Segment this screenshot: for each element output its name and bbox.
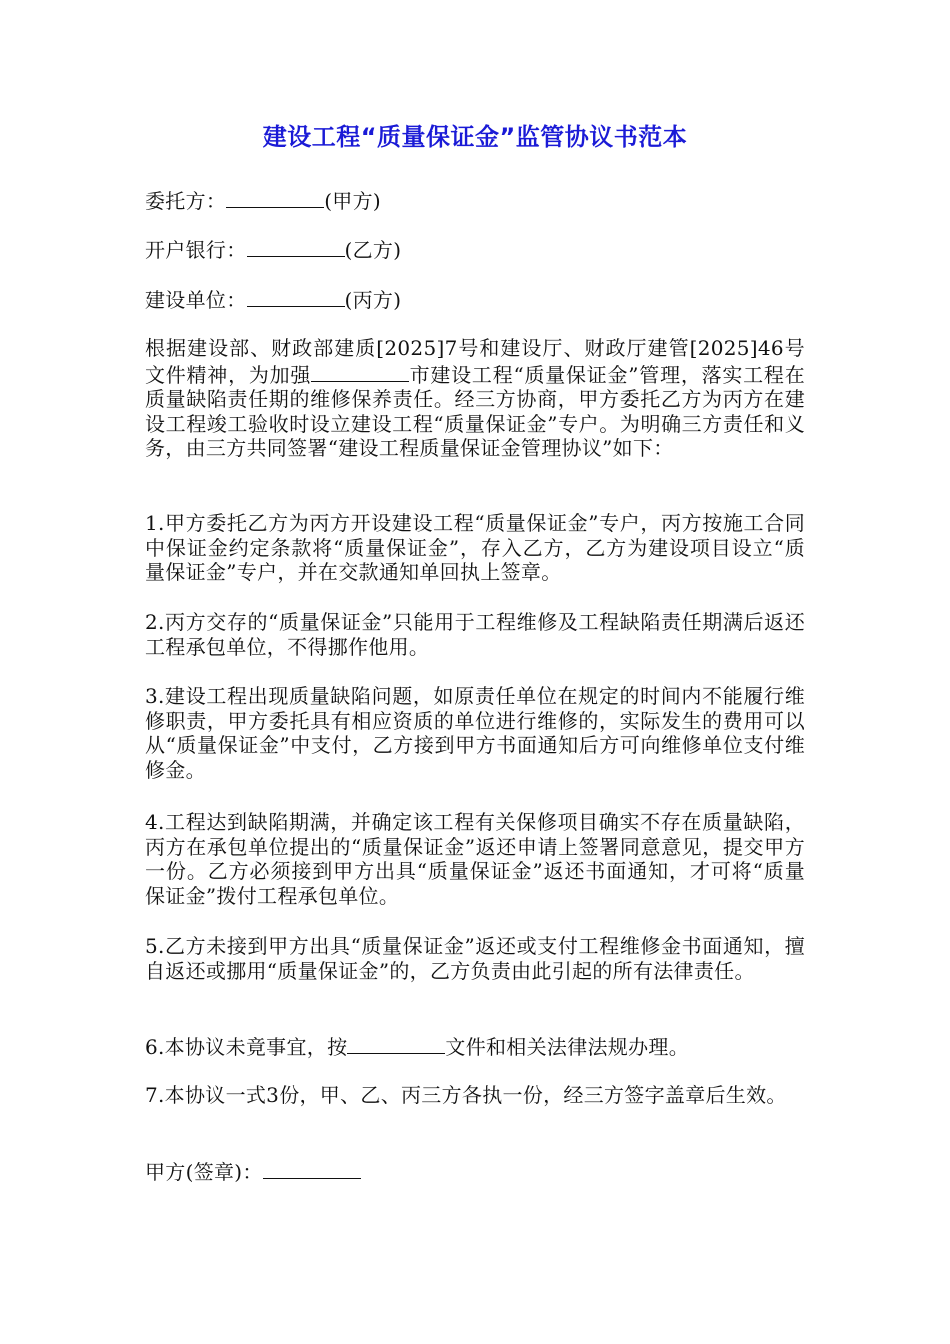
- signature-line: [145, 1158, 361, 1185]
- signature-label: 甲方(签章)：: [145, 1160, 263, 1184]
- clause-7: 7.本协议一式3份，甲、乙、丙三方各执一份，经三方签字盖章后生效。: [145, 1083, 787, 1107]
- party-a-suffix: (甲方): [324, 189, 382, 213]
- party-c-suffix: (丙方): [344, 288, 402, 312]
- party-b-suffix: (乙方): [344, 238, 402, 262]
- party-c-blank[interactable]: [247, 286, 345, 307]
- party-a-label: 委托方：: [145, 189, 227, 213]
- clause-6-prefix: 6.本协议未竟事宜，按: [145, 1035, 348, 1059]
- party-a-blank[interactable]: [226, 187, 324, 208]
- party-c-line: [145, 286, 401, 313]
- document-title: 建设工程“质量保证金”监管协议书范本: [262, 123, 688, 151]
- clause-5: 5.乙方未接到甲方出具“质量保证金”返还或支付工程维修金书面通知，擅自返还或挪用“质量保证金”的，乙方负责由此引起的所有法律责任。: [145, 934, 805, 983]
- intro-paragraph: [145, 336, 805, 461]
- intro-part-2: 市建设工程“质量保证金”管理，落实工程在质量缺陷责任期的维修保养责任。经三方协商，甲方委托乙方为丙方在建设工程竣工验收时设立建设工程“质量保证金”专户。为明确三方责任和义务，由三方共同签署“建设工程质量保证金管理协议”如下：: [145, 362, 805, 460]
- party-b-label: 开户银行：: [145, 238, 247, 262]
- signature-blank[interactable]: [263, 1158, 361, 1179]
- clause-6-suffix: 文件和相关法律法规办理。: [445, 1035, 689, 1059]
- clause-2: 2.丙方交存的“质量保证金”只能用于工程维修及工程缺陷责任期满后返还工程承包单位，不得挪作他用。: [145, 610, 805, 659]
- party-b-blank[interactable]: [247, 236, 345, 257]
- clause-4: 4.工程达到缺陷期满，并确定该工程有关保修项目确实不存在质量缺陷，丙方在承包单位提出的“质量保证金”返还申请上签署同意意见，提交甲方一份。乙方必须接到甲方出具“质量保证金”返还书面通知，才可将“质量保证金”拨付工程承包单位。: [145, 810, 805, 908]
- party-c-label: 建设单位：: [145, 288, 247, 312]
- intro-part-1: 根据建设部、财政部建质[2025]7号和建设厅、财政厅建管[2025]46号文件精神，为加强: [145, 336, 805, 387]
- clause-3: 3.建设工程出现质量缺陷问题，如原责任单位在规定的时间内不能履行维修职责，甲方委托具有相应资质的单位进行维修的，实际发生的费用可以从“质量保证金”中支付，乙方接到甲方书面通知后方可向维修单位支付维修金。: [145, 684, 805, 782]
- clause-1: 1.甲方委托乙方为丙方开设建设工程“质量保证金”专户，丙方按施工合同中保证金约定条款将“质量保证金”，存入乙方，乙方为建设项目设立“质量保证金”专户，并在交款通知单回执上签章。: [145, 511, 805, 584]
- clause-6: [145, 1033, 689, 1060]
- intro-city-blank[interactable]: [311, 361, 409, 382]
- party-a-line: [145, 187, 381, 214]
- party-b-line: [145, 236, 401, 263]
- clause-6-blank[interactable]: [347, 1033, 445, 1054]
